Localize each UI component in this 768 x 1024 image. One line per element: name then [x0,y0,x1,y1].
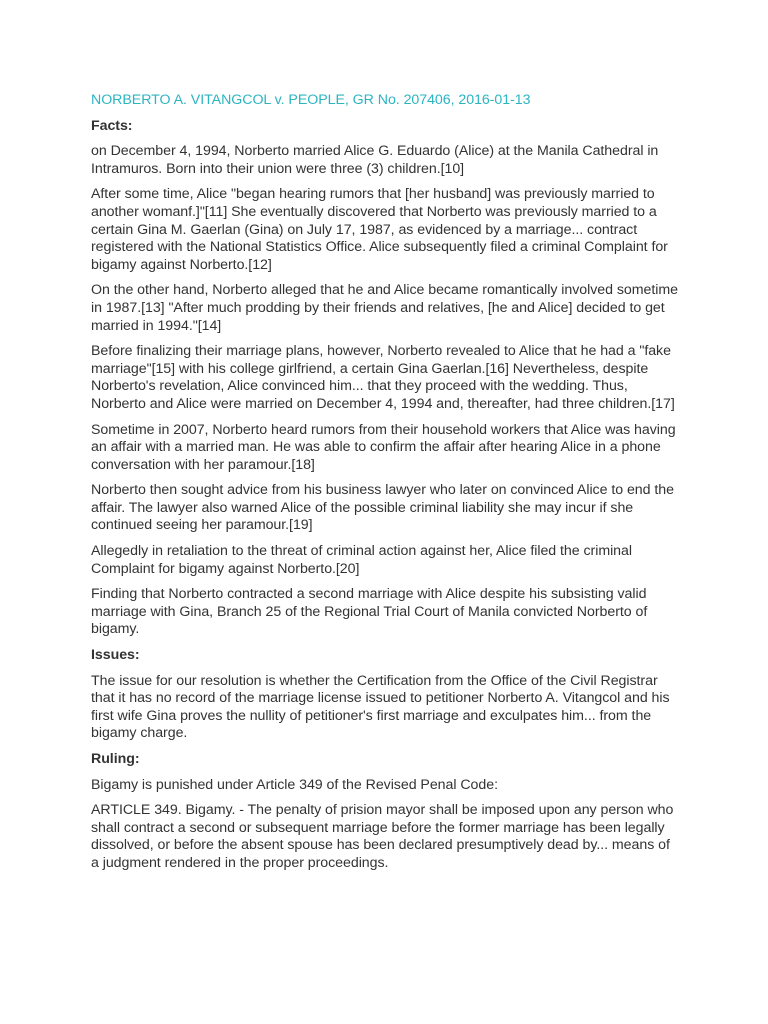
section-issues [91,647,681,743]
paragraph: Bigamy is punished under Article 349 of the Revised Penal Code: [91,776,498,793]
section-heading-ruling: Ruling: [91,751,140,767]
paragraph: Finding that Norberto contracted a second marriage with Alice despite his subsisting valid marriage with Gina, Branch 25 of the Regional Trial Court of Manila convicted Norberto of bigamy. [91,586,648,638]
paragraph: Allegedly in retaliation to the threat of criminal action against her, Alice filed the criminal Complaint for bigamy against Norberto.[20] [91,543,632,577]
section-ruling [91,751,681,873]
document-page [91,92,681,881]
paragraph: Sometime in 2007, Norberto heard rumors from their household workers that Alice was having an affair with a married man. He was able to confirm the affair after hearing Alice in a phone conversation with her paramour.[18] [91,421,676,473]
paragraph: on December 4, 1994, Norberto married Alice G. Eduardo (Alice) at the Manila Cathedral in Intramuros. Born into their union were three (3) children.[10] [91,143,659,177]
section-facts [91,118,681,639]
paragraph: On the other hand, Norberto alleged that he and Alice became romantically involved sometime in 1987.[13] "After much prodding by their friends and relatives, [he and Alice] decided to get married in 1994."[14] [91,282,678,334]
case-title: NORBERTO A. VITANGCOL v. PEOPLE, GR No. 207406, 2016-01-13 [91,92,531,108]
section-heading-issues: Issues: [91,647,140,664]
section-heading-facts: Facts: [91,117,133,134]
paragraph: ARTICLE 349. Bigamy. - The penalty of prision mayor shall be imposed upon any person who shall contract a second or subsequent marriage before the former marriage has been legally dissolved, or before the absent spouse has been declared presumptively dead by... means of a judgment rendered in the proper proceedings. [91,802,674,871]
paragraph: After some time, Alice "began hearing rumors that [her husband] was previously married to another womanf.]"[11] She eventually discovered that Norberto was previously married to a certain Gina M. Gaerlan (Gina) on July 17, 1987, as evidenced by a marriage... contract registered with the National Statistics Office. Alice subsequently filed a criminal Complaint for bigamy against Norberto.[12] [91,186,668,273]
paragraph: Norberto then sought advice from his business lawyer who later on convinced Alice to end the affair. The lawyer also warned Alice of the possible criminal liability she may incur if she continued seeing her paramour.[19] [91,482,674,534]
paragraph: The issue for our resolution is whether the Certification from the Office of the Civil Registrar that it has no record of the marriage license issued to petitioner Norberto A. Vitangcol and his first wife Gina proves the nullity of petitioner's first marriage and exculpates him... from the bigamy charge. [91,672,670,742]
paragraph: Before finalizing their marriage plans, however, Norberto revealed to Alice that he had a "fake marriage"[15] with his college girlfriend, a certain Gina Gaerlan.[16] Nevertheless, despite Norberto's revelation, Alice convinced him... that they proceed with the wedding. Thus, Norberto and Alice were married on December 4, 1994 and, thereafter, had three children.[17] [91,343,675,412]
